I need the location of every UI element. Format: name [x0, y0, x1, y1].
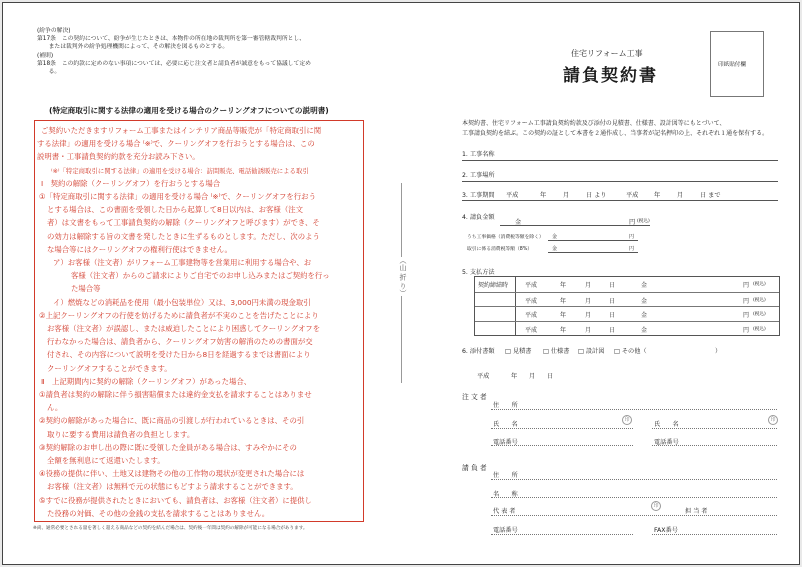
article-17-line-2: または裁判外の紛争処理機関によって、その解決を図るものとする。 [37, 44, 229, 51]
payment-era: 平成 [525, 297, 538, 305]
intro-text [462, 119, 768, 139]
payment-d: 日 [609, 326, 616, 334]
payment-d: 日 [609, 312, 616, 319]
attach-estimate-checkbox[interactable]: □ 見積書 [505, 348, 532, 355]
payment-y: 年 [560, 282, 567, 289]
date-era: 平成 [477, 373, 490, 380]
work-place-field[interactable] [462, 181, 778, 182]
intro-line-2: 工事請負契約を結ぶ。この契約の証として本書を２通作成し、当事者が記名押印の上、それぞれ１通を保有する。 [462, 130, 769, 137]
sub1-field[interactable] [548, 240, 638, 241]
payment-era: 平成 [525, 282, 538, 289]
orderer-phone-field-1[interactable] [491, 445, 633, 446]
contractor-fax-label: FAX番号 [654, 527, 678, 534]
contractor-company-label: 名 称 [493, 491, 518, 498]
footnote: ※尚、通常必要とされる量を著しく超える商品などの契約を結んだ場合は、契約後一年間は契約の解除が可能になる場合があります。 [33, 526, 308, 531]
orderer-address-field[interactable] [491, 409, 777, 410]
cooling-off-line: ⑤すでに役務が提供されたときにおいても、請負者は、お客様（注文者）に提供し [39, 495, 312, 505]
cooling-off-title: (特定商取引に関する法律の適用を受ける場合のクーリングオフについての説明書) [49, 106, 329, 115]
cooling-off-line: Ⅰ 契約の解除（クーリングオフ）を行おうとする場合 [41, 178, 221, 188]
payment-y: 年 [560, 312, 567, 319]
cooling-off-line: た役務の対価、その他の金銭の支払を請求することはありません。 [47, 508, 270, 518]
payment-yen: 円 [743, 326, 750, 334]
amount-yen: 円 [629, 219, 636, 226]
date-month: 月 [529, 373, 536, 380]
cooling-off-line: 行わなかった場合は、請負者から、クーリングオフ妨害の解消のための書面が交 [47, 337, 313, 347]
cooling-off-box [33, 120, 364, 531]
payment-tax: (税込) [753, 312, 766, 317]
cooling-off-line: する法律」の適用を受ける場合 ⁽※⁾で、クーリングオフを行おうとする場合は、この [37, 139, 315, 149]
orderer-heading: 注 文 者 [462, 393, 487, 401]
contractor-fax-field[interactable] [652, 534, 777, 535]
cooling-off-line: 取りに要する費用は請負者の負担とします。 [47, 429, 195, 439]
payment-m: 月 [585, 282, 592, 289]
cooling-off-line: イ）燃焼などの消耗品を使用（最小包装単位）又は、3,000円未満の現金取引 [53, 297, 311, 307]
orderer-name-label-1: 氏 名 [493, 421, 518, 428]
contractor-person-label: 担 当 者 [685, 508, 708, 515]
orderer-seal-1: 印 [622, 415, 632, 425]
sub2-kin: 金 [552, 246, 558, 252]
work-name-field[interactable] [462, 160, 778, 161]
document-title: 請負契約書 [563, 66, 658, 86]
attach-spec-checkbox[interactable]: □ 仕様書 [543, 348, 570, 355]
sub-construction-price-label: うち工事価格（消費税等額を除く） [467, 235, 544, 240]
sub1-kin: 金 [552, 234, 558, 240]
orderer-phone-label-1: 電話番号 [493, 439, 518, 446]
cooling-off-line: な場合等にはクーリングオフの権利行使はできません。 [47, 244, 232, 254]
orderer-seal-2: 印 [768, 415, 778, 425]
contractor-rep-field[interactable] [491, 515, 777, 516]
period-start-month: 月 [563, 192, 570, 199]
cooling-off-line: Ⅱ 上記期間内に契約の解除（クーリングオフ）があった場合、 [41, 376, 252, 386]
article-18-line-2: る。 [37, 69, 61, 76]
contractor-address-field[interactable] [491, 479, 777, 480]
orderer-phone-field-2[interactable] [652, 445, 777, 446]
attach-other-close: ） [715, 348, 722, 355]
cooling-off-line: お客様（注文者）は無料で元の状態にもどすよう請求することができます。 [47, 482, 298, 492]
document-subtitle: 住宅リフォーム工事 [571, 49, 643, 58]
contractor-address-label: 住 所 [493, 472, 518, 479]
revenue-stamp-box [710, 31, 764, 97]
cooling-off-line: ア）お客様（注文者）がリフォーム工事建物等を営業用に利用する場合や、お [53, 258, 312, 267]
cooling-off-line: ②上記クーリングオフの行使を妨げるために請負者が不実のことを告げたことにより [39, 310, 319, 320]
period-start-year: 年 [540, 192, 547, 199]
payment-y: 年 [560, 297, 567, 305]
payment-row[interactable] [475, 277, 779, 292]
dispute-heading: (紛争の解決) [37, 28, 71, 34]
cooling-off-line: ①「特定商取引に関する法律」の適用を受ける場合 ⁽※⁾で、クーリングオフを行おう [39, 192, 316, 201]
payment-kin: 金 [641, 282, 648, 289]
contract-sheet [2, 2, 800, 565]
cooling-off-line: ②契約の解除があった場合に、既に商品の引渡しが行われているときは、その引 [39, 416, 305, 426]
contractor-phone-label: 電話番号 [493, 527, 518, 534]
article-18-line-1: 第18条 この約款に定めのない事項については、必要に応じ注文者と請負者が誠意をもって協議して定め [37, 60, 311, 67]
work-name-label: 1. 工事名称 [462, 151, 495, 158]
payment-yen: 円 [743, 282, 750, 289]
payment-kin: 金 [641, 312, 648, 319]
payment-m: 月 [585, 297, 592, 305]
payment-m: 月 [585, 312, 592, 319]
cooling-off-line: とする場合は、この書面を受領した日から起算して8日以内は、お客様（注文 [47, 205, 303, 215]
payment-kin: 金 [641, 297, 648, 305]
orderer-name-field-2[interactable] [652, 428, 777, 429]
period-start-era: 平成 [506, 192, 519, 199]
payment-era: 平成 [525, 312, 538, 319]
fold-label: （山 折 り） [395, 257, 407, 296]
payment-yen: 円 [743, 312, 750, 319]
contractor-rep-label: 代 表 者 [493, 508, 516, 515]
article-17-line-1: 第17条 この契約について、紛争が生じたときは、本物件の所在地の裁判所を第一審管轄裁判所とし、 [37, 36, 306, 43]
attach-other-checkbox[interactable]: □ その他（ [614, 348, 647, 355]
attach-drawing-checkbox[interactable]: □ 設計図 [578, 348, 605, 355]
cooling-off-line: 付され、その内容について説明を受けた日から8日を経過するまでは書面により [47, 350, 311, 360]
payment-m: 月 [585, 326, 592, 334]
cooling-off-line: ん。 [47, 403, 63, 413]
payment-y: 年 [560, 326, 567, 334]
cooling-off-line: ご契約いただきますリフォーム工事またはインテリア商品等販売が「特定商取引に関 [41, 126, 322, 135]
payment-table [474, 276, 780, 336]
payment-row[interactable] [475, 321, 779, 337]
payment-method-label: 5. 支払方法 [462, 269, 495, 276]
supplement-heading: (補則) [37, 52, 54, 59]
attachments-label: 6. 添付書類 [462, 348, 495, 355]
payment-tax: (税込) [753, 297, 766, 303]
work-place-label: 2. 工事場所 [462, 172, 495, 179]
period-end-day: 日 まで [700, 192, 721, 199]
amount-kin: 金 [515, 219, 522, 226]
sub2-yen: 円 [629, 246, 635, 252]
payment-era: 平成 [525, 326, 538, 334]
cooling-off-line: ①請負者は契約の解除に伴う損害賠償または違約金支払を請求することはありませ [39, 390, 312, 399]
contractor-heading: 請 負 者 [462, 464, 487, 472]
sub-tax-label: 取引に係る消費税等額（8%） [467, 247, 533, 252]
cooling-off-line: の効力は解除する旨の文書を発したときに生ずるものとします。ただし、次のよう [47, 231, 320, 241]
contractor-phone-field[interactable] [491, 534, 633, 535]
contractor-company-field[interactable] [491, 497, 777, 498]
period-end-year: 年 [654, 192, 661, 199]
period-end-era: 平成 [626, 192, 639, 199]
intro-line-1: 本契約書、住宅リフォーム工事請負契約約款及び添付の見積書、仕様書、設計図等にもとづいて、 [462, 120, 726, 127]
cooling-off-line: お客様（注文者）が誤認し、または威迫したことにより困惑してクーリングオフを [47, 324, 321, 333]
period-start-day: 日 より [586, 192, 607, 199]
sub2-field[interactable] [548, 252, 638, 253]
orderer-phone-label-2: 電話番号 [654, 439, 679, 446]
orderer-address-label: 住 所 [493, 402, 518, 409]
payment-kin: 金 [641, 326, 648, 334]
cooling-off-line: ④役務の提供に伴い、土地又は建物その他の工作物の現状が変更された場合には [39, 469, 305, 479]
work-period-field[interactable] [462, 200, 778, 201]
payment-row[interactable] [475, 292, 779, 308]
cooling-off-line: 客様（注文者）からのご請求によりご自宅でのお申し込みまたはご契約を行っ [71, 271, 330, 281]
cooling-off-line: ③契約解除のお申し出の際に既に受領した金員がある場合は、すみやかにその [39, 442, 297, 452]
sub1-yen: 円 [629, 234, 635, 240]
orderer-name-label-2: 氏 名 [654, 421, 679, 428]
payment-tax: (税込) [753, 326, 766, 332]
cooling-off-line: クーリングオフすることができます。 [47, 363, 172, 373]
payment-d: 日 [609, 297, 616, 305]
dispute-section [37, 27, 367, 76]
period-end-month: 月 [677, 192, 684, 199]
payment-d: 日 [609, 282, 616, 289]
date-year: 年 [511, 373, 518, 380]
cooling-off-line: ⁽※⁾「特定商取引に関する法律」の適用を受ける場合：訪問販売、電話勧誘販売による取引 [51, 166, 309, 175]
payment-tax: (税込) [753, 282, 766, 287]
contract-amount-label: 4. 請負金額 [462, 214, 495, 221]
payment-row[interactable] [475, 306, 779, 322]
cooling-off-line: た場合等 [71, 284, 101, 294]
amount-tax-incl: (税込) [637, 219, 650, 224]
contractor-seal: 印 [651, 501, 661, 511]
payment-yen: 円 [743, 297, 750, 305]
cooling-off-line: 説明書・工事請負契約約款を充分お読み下さい。 [37, 152, 200, 162]
work-period-label: 3. 工事期間 [462, 192, 495, 199]
orderer-name-field-1[interactable] [491, 428, 633, 429]
stamp-label: 印紙貼付欄 [718, 62, 746, 68]
cooling-off-line: 者）は文書をもって工事請負契約の解除（クーリングオフと呼びます）ができ、そ [47, 218, 320, 228]
payment-label: 契約締結時 [478, 282, 509, 289]
date-day: 日 [547, 373, 554, 380]
amount-field[interactable] [500, 225, 650, 226]
cooling-off-line: 全額を無利息にて返還いたします。 [47, 456, 165, 465]
